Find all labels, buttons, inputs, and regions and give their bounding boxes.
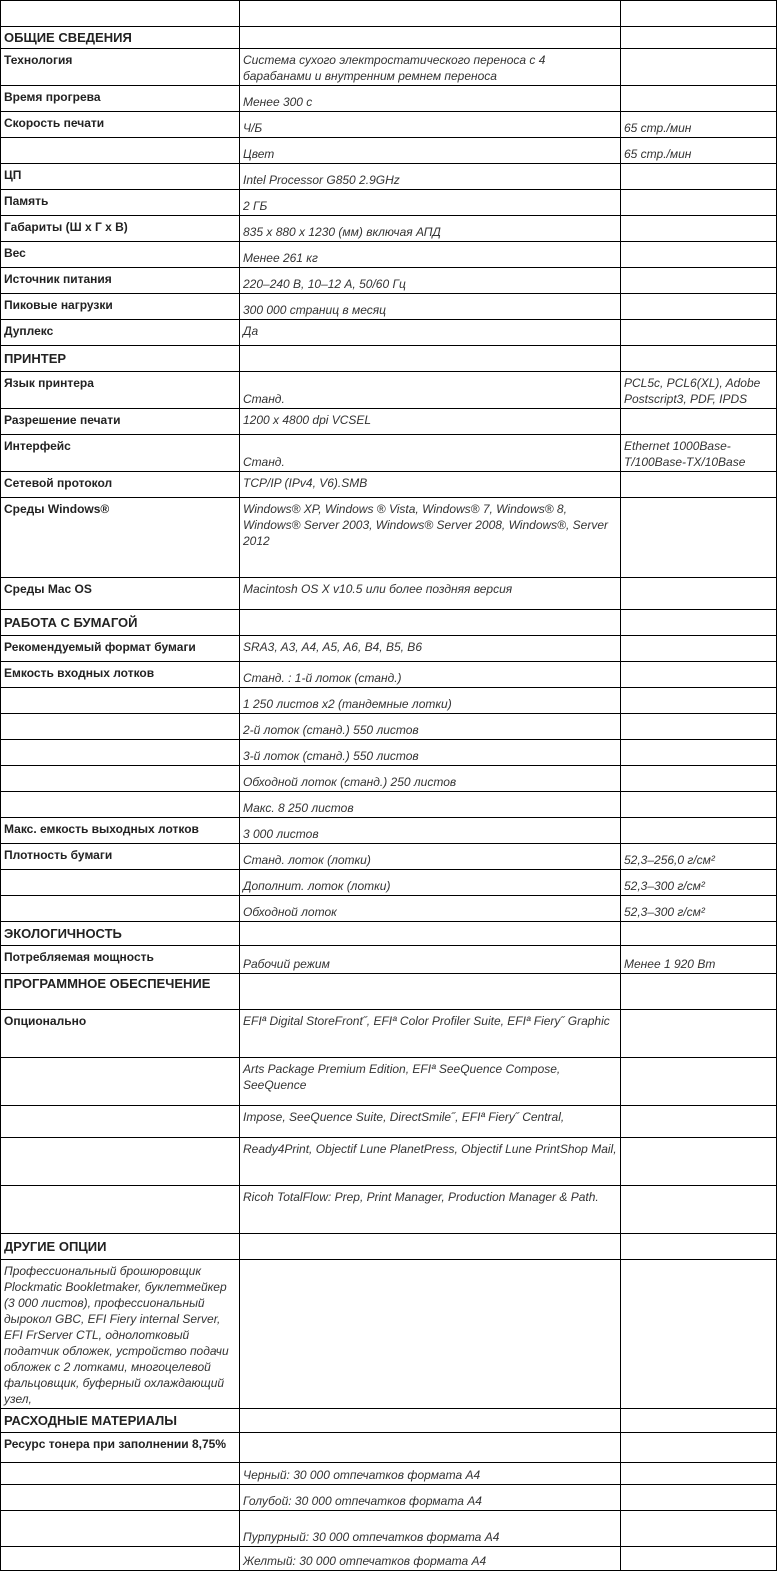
extra-cell	[621, 472, 777, 498]
extra-cell	[621, 740, 777, 766]
label-cell: Ресурс тонера при заполнении 8,75%	[1, 1433, 240, 1463]
extra-cell	[621, 1234, 777, 1260]
value-cell: Станд.	[240, 372, 621, 409]
value-cell: Станд.	[240, 435, 621, 472]
label-cell: Потребляемая мощность	[1, 946, 240, 974]
label-cell: Интерфейс	[1, 435, 240, 472]
extra-cell	[621, 1409, 777, 1433]
label-cell	[1, 1106, 240, 1138]
value-cell: Пурпурный: 30 000 отпечатков формата A4	[240, 1511, 621, 1547]
value-cell	[240, 1433, 621, 1463]
value-cell	[240, 922, 621, 946]
value-cell: Intel Processor G850 2.9GHz	[240, 164, 621, 190]
label-cell	[1, 1485, 240, 1511]
label-cell	[1, 714, 240, 740]
value-cell: 2 ГБ	[240, 190, 621, 216]
label-cell: Профессиональный брошюровщик Plockmatic Bookletmaker, буклетмейкер (3 000 листов), профессиональный дырокол GBC, EFI Fiery internal Server, EFI FrServer CTL, однолотковый податчик обложек, устройство подачи обложек с 2 лотками, многоцелевой фальцовщик, буферный охлаждающий узел,	[1, 1260, 240, 1409]
table-row	[1, 1, 777, 27]
section-row	[1, 27, 777, 49]
table-row	[1, 766, 777, 792]
value-cell: Ч/Б	[240, 112, 621, 138]
label-cell: Рекомендуемый формат бумаги	[1, 636, 240, 662]
label-cell	[1, 1058, 240, 1106]
label-cell: Габариты (Ш x Г x В)	[1, 216, 240, 242]
extra-cell	[621, 1547, 777, 1571]
label-cell: Среды Windows®	[1, 498, 240, 578]
value-cell: Менее 261 кг	[240, 242, 621, 268]
extra-cell: 65 стр./мин	[621, 138, 777, 164]
label-cell: ЦП	[1, 164, 240, 190]
label-cell: Плотность бумаги	[1, 844, 240, 870]
extra-cell	[621, 714, 777, 740]
section-heading: ПРИНТЕР	[1, 346, 240, 372]
extra-cell: Менее 1 920 Вт	[621, 946, 777, 974]
table-row	[1, 1485, 777, 1511]
extra-cell	[621, 974, 777, 1010]
table-row	[1, 870, 777, 896]
extra-cell	[621, 1186, 777, 1234]
extra-cell	[621, 190, 777, 216]
table-row	[1, 49, 777, 86]
extra-cell	[621, 49, 777, 86]
label-cell	[1, 1, 240, 27]
table-row	[1, 86, 777, 112]
extra-cell: PCL5c, PCL6(XL), Adobe Postscript3, PDF, IPDS	[621, 372, 777, 409]
table-row	[1, 1260, 777, 1409]
value-cell	[240, 27, 621, 49]
value-cell: Обходной лоток	[240, 896, 621, 922]
label-cell: Вес	[1, 242, 240, 268]
label-cell: Емкость входных лотков	[1, 662, 240, 688]
section-row	[1, 610, 777, 636]
table-row	[1, 1106, 777, 1138]
value-cell: 220–240 В, 10–12 А, 50/60 Гц	[240, 268, 621, 294]
extra-cell	[621, 1, 777, 27]
extra-cell	[621, 216, 777, 242]
value-cell: 3 000 листов	[240, 818, 621, 844]
label-cell: Скорость печати	[1, 112, 240, 138]
extra-cell	[621, 27, 777, 49]
value-cell	[240, 1234, 621, 1260]
value-cell	[240, 974, 621, 1010]
value-cell: SRA3, A3, A4, A5, A6, B4, B5, B6	[240, 636, 621, 662]
extra-cell	[621, 636, 777, 662]
table-row	[1, 1138, 777, 1186]
table-row	[1, 818, 777, 844]
value-cell: Цвет	[240, 138, 621, 164]
section-heading: РАБОТА С БУМАГОЙ	[1, 610, 240, 636]
table-row	[1, 1058, 777, 1106]
value-cell: EFIª Digital StoreFront˝, EFIª Color Profiler Suite, EFIª Fiery˝ Graphic	[240, 1010, 621, 1058]
value-cell: Желтый: 30 000 отпечатков формата A4	[240, 1547, 621, 1571]
table-row	[1, 662, 777, 688]
label-cell	[1, 138, 240, 164]
label-cell	[1, 1463, 240, 1485]
extra-cell	[621, 164, 777, 190]
label-cell	[1, 792, 240, 818]
value-cell: Рабочий режим	[240, 946, 621, 974]
value-cell	[240, 1, 621, 27]
section-row	[1, 974, 777, 1010]
table-row	[1, 409, 777, 435]
value-cell: Черный: 30 000 отпечатков формата A4	[240, 1463, 621, 1485]
table-row	[1, 294, 777, 320]
extra-cell	[621, 498, 777, 578]
extra-cell	[621, 1485, 777, 1511]
extra-cell: 52,3–300 г/см²	[621, 870, 777, 896]
table-row	[1, 435, 777, 472]
label-cell	[1, 1186, 240, 1234]
extra-cell	[621, 1010, 777, 1058]
extra-cell	[621, 1433, 777, 1463]
table-row	[1, 112, 777, 138]
section-row	[1, 922, 777, 946]
table-row	[1, 636, 777, 662]
value-cell	[240, 1260, 621, 1409]
table-row	[1, 242, 777, 268]
value-cell: Станд. : 1-й лоток (станд.)	[240, 662, 621, 688]
value-cell	[240, 346, 621, 372]
value-cell: 2-й лоток (станд.) 550 листов	[240, 714, 621, 740]
table-row	[1, 190, 777, 216]
label-cell: Среды Mac OS	[1, 578, 240, 610]
extra-cell	[621, 610, 777, 636]
value-cell: Macintosh OS X v10.5 или более поздняя версия	[240, 578, 621, 610]
label-cell: Технология	[1, 49, 240, 86]
value-cell: 3-й лоток (станд.) 550 листов	[240, 740, 621, 766]
label-cell	[1, 896, 240, 922]
extra-cell	[621, 818, 777, 844]
table-row	[1, 216, 777, 242]
label-cell: Сетевой протокол	[1, 472, 240, 498]
value-cell	[240, 610, 621, 636]
table-row	[1, 1511, 777, 1547]
value-cell: Ready4Print, Objectif Lune PlanetPress, Objectif Lune PrintShop Mail,	[240, 1138, 621, 1186]
value-cell: 1 250 листов x2 (тандемные лотки)	[240, 688, 621, 714]
extra-cell	[621, 242, 777, 268]
value-cell: Менее 300 с	[240, 86, 621, 112]
section-heading: ОБЩИЕ СВЕДЕНИЯ	[1, 27, 240, 49]
label-cell: Разрешение печати	[1, 409, 240, 435]
extra-cell	[621, 320, 777, 346]
table-row	[1, 688, 777, 714]
extra-cell	[621, 688, 777, 714]
value-cell: Голубой: 30 000 отпечатков формата A4	[240, 1485, 621, 1511]
label-cell	[1, 740, 240, 766]
table-row	[1, 946, 777, 974]
extra-cell	[621, 409, 777, 435]
extra-cell	[621, 86, 777, 112]
extra-cell	[621, 578, 777, 610]
label-cell: Макс. емкость выходных лотков	[1, 818, 240, 844]
section-row	[1, 346, 777, 372]
label-cell	[1, 1511, 240, 1547]
value-cell: 835 x 880 x 1230 (мм) включая АПД	[240, 216, 621, 242]
table-row	[1, 844, 777, 870]
extra-cell	[621, 662, 777, 688]
section-row	[1, 1234, 777, 1260]
extra-cell	[621, 1058, 777, 1106]
table-row	[1, 740, 777, 766]
extra-cell: 65 стр./мин	[621, 112, 777, 138]
table-row	[1, 268, 777, 294]
value-cell: 300 000 страниц в месяц	[240, 294, 621, 320]
extra-cell	[621, 346, 777, 372]
table-row	[1, 498, 777, 578]
label-cell: Источник питания	[1, 268, 240, 294]
label-cell: Память	[1, 190, 240, 216]
value-cell: Arts Package Premium Edition, EFIª SeeQuence Compose, SeeQuence	[240, 1058, 621, 1106]
value-cell: Impose, SeeQuence Suite, DirectSmile˝, EFIª Fiery˝ Central,	[240, 1106, 621, 1138]
table-row	[1, 1547, 777, 1571]
value-cell: Макс. 8 250 листов	[240, 792, 621, 818]
table-row	[1, 372, 777, 409]
label-cell: Язык принтера	[1, 372, 240, 409]
label-cell: Опционально	[1, 1010, 240, 1058]
extra-cell: 52,3–300 г/см²	[621, 896, 777, 922]
extra-cell	[621, 766, 777, 792]
table-row	[1, 1463, 777, 1485]
table-row	[1, 164, 777, 190]
extra-cell	[621, 1138, 777, 1186]
extra-cell	[621, 922, 777, 946]
table-row	[1, 1010, 777, 1058]
value-cell: Система сухого электростатического переноса с 4 барабанами и внутренним ремнем переноса	[240, 49, 621, 86]
extra-cell	[621, 268, 777, 294]
section-heading: ДРУГИЕ ОПЦИИ	[1, 1234, 240, 1260]
label-cell: Время прогрева	[1, 86, 240, 112]
table-row	[1, 1186, 777, 1234]
table-row	[1, 578, 777, 610]
value-cell: TCP/IP (IPv4, V6).SMB	[240, 472, 621, 498]
extra-cell	[621, 1463, 777, 1485]
table-row	[1, 714, 777, 740]
section-heading: РАСХОДНЫЕ МАТЕРИАЛЫ	[1, 1409, 240, 1433]
label-cell	[1, 870, 240, 896]
value-cell: Обходной лоток (станд.) 250 листов	[240, 766, 621, 792]
extra-cell	[621, 792, 777, 818]
table-row	[1, 1433, 777, 1463]
label-cell	[1, 688, 240, 714]
value-cell: Windows® XP, Windows ® Vista, Windows® 7, Windows® 8, Windows® Server 2003, Windows® Server 2008, Windows®, Server 2012	[240, 498, 621, 578]
value-cell	[240, 1409, 621, 1433]
label-cell	[1, 1138, 240, 1186]
label-cell: Пиковые нагрузки	[1, 294, 240, 320]
value-cell: Да	[240, 320, 621, 346]
section-heading: ЭКОЛОГИЧНОСТЬ	[1, 922, 240, 946]
table-row	[1, 320, 777, 346]
extra-cell	[621, 294, 777, 320]
extra-cell	[621, 1511, 777, 1547]
label-cell	[1, 1547, 240, 1571]
extra-cell	[621, 1260, 777, 1409]
label-cell	[1, 766, 240, 792]
label-cell: Дуплекс	[1, 320, 240, 346]
extra-cell	[621, 1106, 777, 1138]
extra-cell: Ethernet 1000Base-T/100Base-TX/10Base	[621, 435, 777, 472]
section-heading: ПРОГРАММНОЕ ОБЕСПЕЧЕНИЕ	[1, 974, 240, 1010]
value-cell: Дополнит. лоток (лотки)	[240, 870, 621, 896]
extra-cell: 52,3–256,0 г/см²	[621, 844, 777, 870]
table-row	[1, 896, 777, 922]
table-row	[1, 472, 777, 498]
table-row	[1, 792, 777, 818]
value-cell: 1200 x 4800 dpi VCSEL	[240, 409, 621, 435]
table-row	[1, 138, 777, 164]
value-cell: Станд. лоток (лотки)	[240, 844, 621, 870]
value-cell: Ricoh TotalFlow: Prep, Print Manager, Production Manager & Path.	[240, 1186, 621, 1234]
section-row	[1, 1409, 777, 1433]
